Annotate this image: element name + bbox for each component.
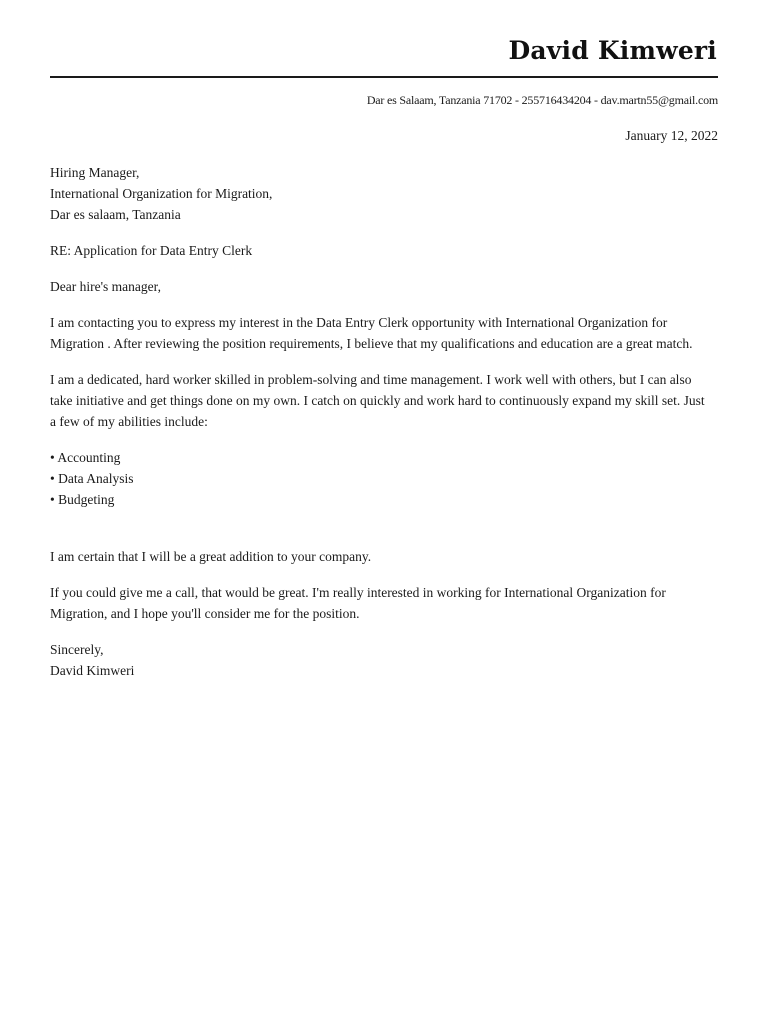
closing	[50, 639, 722, 681]
recipient-line: Hiring Manager,	[50, 165, 140, 180]
letter-date: January 12, 2022	[625, 128, 718, 143]
paragraph-line: take initiative and get things done on my own. I catch on quickly and work hard to continuously expand my skill set. Just	[50, 393, 705, 408]
recipient-line: Dar es salaam, Tanzania	[50, 207, 181, 222]
paragraph-line: If you could give me a call, that would be great. I'm really interested in working for International Organization for	[50, 585, 666, 600]
sender-name: David Kimweri	[508, 36, 717, 65]
paragraph-intro	[50, 312, 722, 354]
paragraph-skills-intro	[50, 369, 722, 432]
paragraph-line: I am a dedicated, hard worker skilled in problem-solving and time management. I work well with others, but I can also	[50, 372, 692, 387]
salutation: Dear hire's manager,	[50, 279, 161, 294]
paragraph-line: Migration, and I hope you'll consider me for the position.	[50, 606, 360, 621]
subject-line: RE: Application for Data Entry Clerk	[50, 243, 253, 258]
paragraph-line: a few of my abilities include:	[50, 414, 208, 429]
recipient-line: International Organization for Migration,	[50, 186, 273, 201]
paragraph-call	[50, 582, 722, 624]
sender-contact: Dar es Salaam, Tanzania 71702 - 255716434204 - dav.martn55@gmail.com	[366, 93, 718, 107]
paragraph-addition: I am certain that I will be a great addition to your company.	[50, 549, 372, 564]
paragraph-line: I am contacting you to express my interest in the Data Entry Clerk opportunity with International Organization for	[50, 315, 668, 330]
letter-body	[50, 162, 722, 681]
list-item: • Budgeting	[50, 492, 115, 507]
list-item: • Accounting	[50, 450, 121, 465]
list-item: • Data Analysis	[50, 471, 134, 486]
recipient-address	[50, 162, 722, 225]
skills-list	[50, 447, 722, 510]
valediction: Sincerely,	[50, 642, 104, 657]
signature-name: David Kimweri	[50, 663, 135, 678]
paragraph-line: Migration . After reviewing the position requirements, I believe that my qualifications and education are a great match.	[50, 336, 693, 351]
header-divider	[50, 76, 718, 78]
